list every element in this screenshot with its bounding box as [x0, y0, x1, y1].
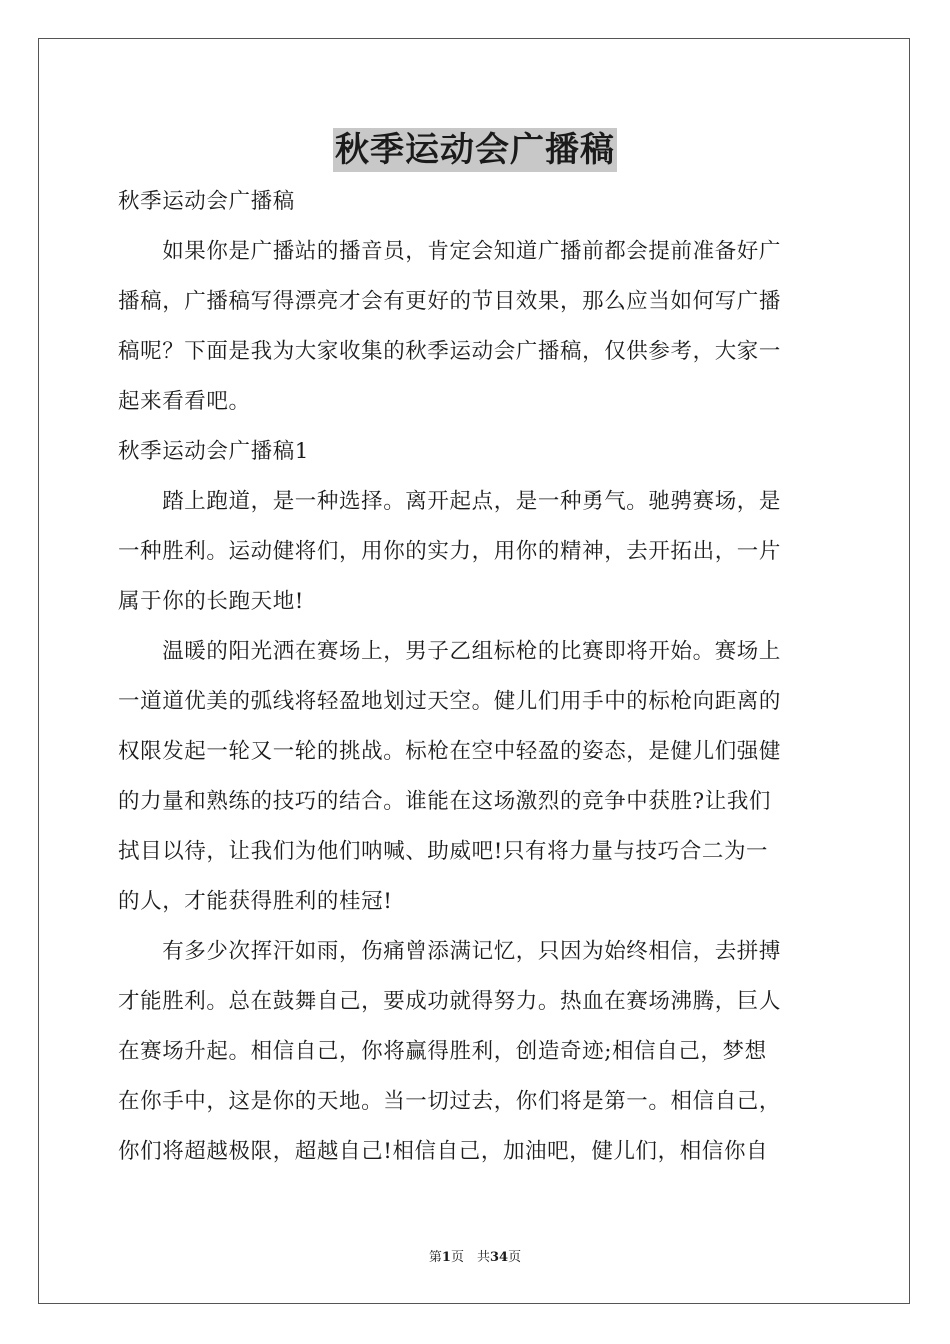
text-line: 一道道优美的弧线将轻盈地划过天空。健儿们用手中的标枪向距离的 — [118, 689, 782, 714]
text-line: 踏上跑道，是一种选择。离开起点，是一种勇气。驰骋赛场，是 — [118, 489, 782, 514]
section-heading — [118, 427, 834, 477]
text-line: 拭目以待，让我们为他们呐喊、助威吧!只有将力量与技巧合二为一 — [118, 839, 769, 864]
text-line: 属于你的长跑天地! — [118, 589, 305, 614]
footer-total-pages: 34 — [489, 1250, 509, 1265]
text-line: 如果你是广播站的播音员，肯定会知道广播前都会提前准备好广 — [118, 239, 782, 264]
text-line: 秋季运动会广播稿1 — [118, 439, 310, 464]
text-line: 一种胜利。运动健将们，用你的实力，用你的精神，去开拓出，一片 — [118, 539, 782, 564]
section-heading — [118, 177, 834, 227]
text-line: 的人，才能获得胜利的桂冠! — [118, 889, 393, 914]
text-line: 起来看看吧。 — [118, 389, 251, 414]
text-line: 稿呢？下面是我为大家收集的秋季运动会广播稿，仅供参考，大家一 — [118, 339, 782, 364]
footer-page-number: 1 — [441, 1250, 451, 1265]
text-line: 在赛场升起。相信自己，你将赢得胜利，创造奇迹;相信自己，梦想 — [118, 1039, 767, 1064]
text-line: 播稿，广播稿写得漂亮才会有更好的节目效果，那么应当如何写广播 — [118, 289, 782, 314]
document-title: 秋季运动会广播稿 — [335, 130, 615, 170]
title-container — [0, 128, 950, 172]
document-body — [118, 177, 834, 1177]
text-line: 温暖的阳光洒在赛场上，男子乙组标枪的比赛即将开始。赛场上 — [118, 639, 782, 664]
paragraph — [118, 227, 834, 427]
footer-mid: 页 共 — [450, 1250, 490, 1265]
text-line: 有多少次挥汗如雨，伤痛曾添满记忆，只因为始终相信，去拼搏 — [118, 939, 782, 964]
text-line: 权限发起一轮又一轮的挑战。标枪在空中轻盈的姿态，是健儿们强健 — [118, 739, 782, 764]
text-line: 在你手中，这是你的天地。当一切过去，你们将是第一。相信自己， — [118, 1089, 782, 1114]
text-line: 你们将超越极限，超越自己!相信自己，加油吧，健儿们，相信你自 — [118, 1139, 769, 1164]
page-footer — [0, 1246, 950, 1265]
paragraph — [118, 927, 834, 1177]
footer-prefix: 第 — [428, 1250, 442, 1265]
text-line: 才能胜利。总在鼓舞自己，要成功就得努力。热血在赛场沸腾，巨人 — [118, 989, 782, 1014]
paragraph — [118, 627, 834, 927]
footer-suffix: 页 — [508, 1250, 522, 1265]
text-line: 秋季运动会广播稿 — [118, 189, 295, 214]
paragraph — [118, 477, 834, 627]
text-line: 的力量和熟练的技巧的结合。谁能在这场激烈的竞争中获胜?让我们 — [118, 789, 772, 814]
